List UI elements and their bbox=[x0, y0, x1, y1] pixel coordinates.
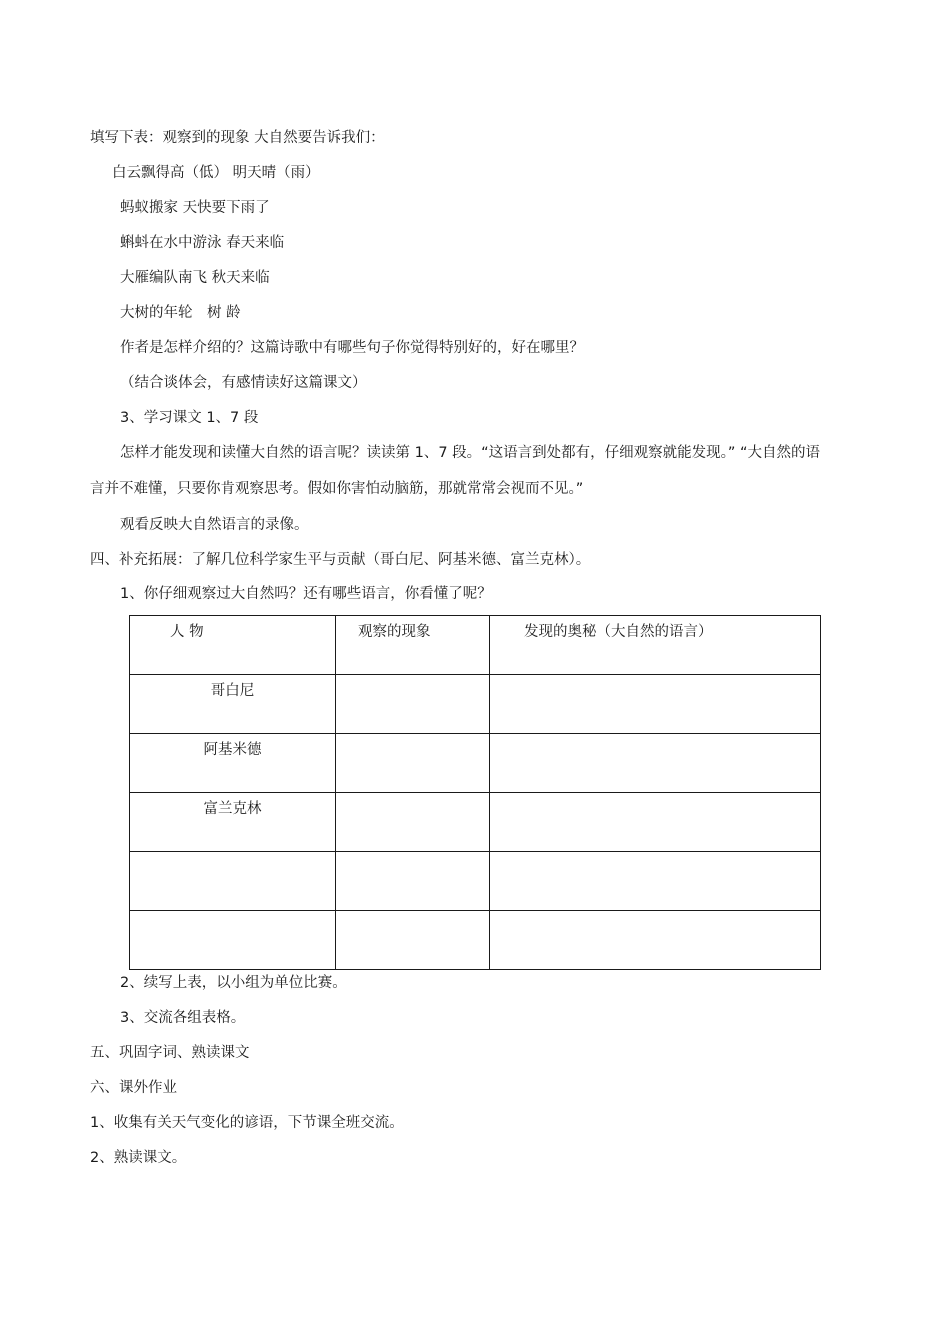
note-reading: （结合谈体会，有感情读好这篇课文） bbox=[120, 375, 367, 391]
table-cell bbox=[336, 911, 490, 970]
table-cell bbox=[490, 852, 821, 911]
observation-geese: 大雁编队南飞 秋天来临 bbox=[120, 270, 270, 286]
table-cell bbox=[130, 852, 336, 911]
table-cell bbox=[130, 911, 336, 970]
observation-tadpoles: 蝌蚪在水中游泳 春天来临 bbox=[120, 235, 285, 251]
table-cell bbox=[336, 675, 490, 734]
homework-item-1: 1、收集有关天气变化的谚语，下节课全班交流。 bbox=[90, 1115, 404, 1131]
table-cell bbox=[490, 734, 821, 793]
table-cell bbox=[336, 793, 490, 852]
header-phenomenon: 观察的现象 bbox=[336, 616, 490, 675]
table-cell bbox=[490, 911, 821, 970]
observation-tree-rings: 大树的年轮 树 龄 bbox=[120, 305, 241, 321]
observation-clouds: 白云飘得高（低） 明天晴（雨） bbox=[112, 165, 320, 181]
homework-item-2: 2、熟读课文。 bbox=[90, 1150, 187, 1166]
section-six-heading: 六、课外作业 bbox=[90, 1080, 177, 1096]
table-row bbox=[130, 734, 821, 793]
table-cell bbox=[490, 793, 821, 852]
question-observe: 1、你仔细观察过大自然吗？还有哪些语言，你看懂了呢？ bbox=[120, 586, 492, 602]
table-row bbox=[130, 793, 821, 852]
task-exchange: 3、交流各组表格。 bbox=[120, 1010, 246, 1026]
table-cell bbox=[336, 852, 490, 911]
table-header-row bbox=[130, 616, 821, 675]
scientist-table bbox=[129, 615, 821, 970]
video-note: 观看反映大自然语言的录像。 bbox=[120, 517, 309, 533]
section-four-heading: 四、补充拓展：了解几位科学家生平与贡献（哥白尼、阿基米德、富兰克林）。 bbox=[90, 552, 591, 568]
question-author: 作者是怎样介绍的？这篇诗歌中有哪些句子你觉得特别好的，好在哪里？ bbox=[120, 340, 584, 356]
header-discovery: 发现的奥秘（大自然的语言） bbox=[490, 616, 821, 675]
paragraph-line-1: 怎样才能发现和读懂大自然的语言呢？读读第 1、7 段。“这语言到处都有，仔细观察就能发现。” “大自然的语 bbox=[120, 445, 821, 461]
section-study-paragraphs: 3、学习课文 1、7 段 bbox=[120, 410, 259, 426]
table-cell bbox=[336, 734, 490, 793]
table-row bbox=[130, 852, 821, 911]
table-row bbox=[130, 675, 821, 734]
table-cell: 哥白尼 bbox=[130, 675, 336, 734]
table-row bbox=[130, 911, 821, 970]
table-cell: 富兰克林 bbox=[130, 793, 336, 852]
paragraph-line-2: 言并不难懂，只要你肯观察思考。假如你害怕动脑筋，那就常常会视而不见。” bbox=[90, 481, 584, 497]
observation-ants: 蚂蚁搬家 天快要下雨了 bbox=[120, 200, 270, 216]
table-instruction: 填写下表：观察到的现象 大自然要告诉我们： bbox=[90, 130, 385, 146]
table-cell: 阿基米德 bbox=[130, 734, 336, 793]
task-continue-table: 2、续写上表，以小组为单位比赛。 bbox=[120, 975, 347, 991]
section-five-heading: 五、巩固字词、熟读课文 bbox=[90, 1045, 250, 1061]
header-person: 人 物 bbox=[130, 616, 336, 675]
table-cell bbox=[490, 675, 821, 734]
